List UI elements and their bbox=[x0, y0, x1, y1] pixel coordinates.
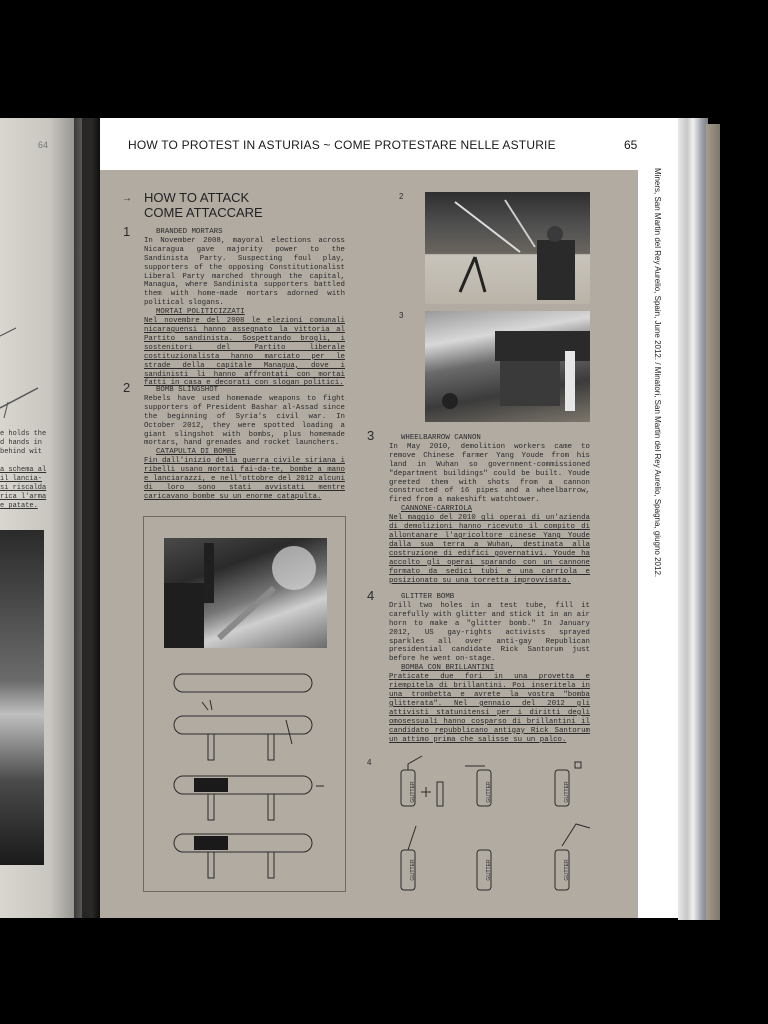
item-title-it: MORTAI POLITICIZZATI bbox=[156, 308, 245, 317]
left-fragment: si riscalda bbox=[0, 484, 47, 492]
left-page bbox=[0, 118, 82, 918]
section-title-it: COME ATTACCARE bbox=[144, 205, 263, 220]
glitter-label: GLITTER bbox=[564, 859, 570, 881]
item-text-it: Fin dall'inizio della guerra civile siriana i ribelli usano mortai fai-da-te, bombe a mano e lanciarazzi, e nell'ottobre del 2012 alcuni di loro sono stati avvistati mentre caricavano bombe su un enorme catapulta. bbox=[144, 457, 345, 501]
figure-label: 2 bbox=[399, 192, 404, 201]
item-number: 4 bbox=[367, 588, 375, 603]
item-title-en: BOMB SLINGSHOT bbox=[156, 386, 219, 394]
item-block bbox=[389, 593, 590, 744]
side-caption-text: Miners, San Martin del Rey Aurelio, Spain, June 2012. / Minatori, San Martin del Rey Aurelio, Spagna, giugno 2012. bbox=[653, 168, 662, 578]
item-number: 3 bbox=[367, 428, 375, 443]
left-fragment: e holds the bbox=[0, 430, 47, 438]
item-text-it: Praticate due fori in una provetta e riempitela di brillantini. Poi inseritela in una trombetta e avrete la vostra "bomba glitterata". Nel gennaio del 2012 gli attivisti statunitensi per i diritti degli omosessuali hanno cosparso di brillantini il candidato repubblicano antigay Rick Santorum un attimo prima che salisse su un palco. bbox=[389, 673, 590, 744]
glitter-label: GLITTER bbox=[410, 859, 416, 881]
item-title-it: BOMBA CON BRILLANTINI bbox=[401, 664, 495, 673]
left-fragment: il lancia- bbox=[0, 475, 43, 483]
figure-label: 4 bbox=[367, 758, 372, 767]
left-fragment: a schema al bbox=[0, 466, 47, 474]
section-title-en: HOW TO ATTACK bbox=[144, 190, 250, 205]
page-stack-edge bbox=[678, 118, 708, 920]
item-text-it: Nel maggio del 2010 gli operai di un'azienda di demolizioni hanno ricevuto il compito di allontanare l'agricoltore cinese Yang Youde dalla sua terra a Wuhan, destinata alla costruzione di edifici governativi. Youde ha accolto gli operai sparando con un cannone formato da sedici tubi e una carriola e posizionato su una torretta improvvisata. bbox=[389, 514, 590, 585]
item-title-en: WHEELBARROW CANNON bbox=[401, 434, 481, 442]
figure-label: 3 bbox=[399, 311, 404, 320]
item-block bbox=[389, 434, 590, 585]
glitter-label: GLITTER bbox=[564, 781, 570, 803]
item-title-en: BRANDED MORTARS bbox=[156, 228, 223, 236]
item-number: 1 bbox=[123, 224, 131, 239]
arrow-icon: → bbox=[122, 193, 132, 204]
item-title-en: GLITTER BOMB bbox=[401, 593, 455, 601]
item-title-it: CATAPULTA DI BOMBE bbox=[156, 448, 236, 457]
mortar-photo-drawing bbox=[164, 538, 327, 648]
glitter-bomb-diagram bbox=[385, 752, 595, 897]
slingshot-photo-drawing bbox=[425, 192, 590, 304]
left-fragment: e patate. bbox=[0, 502, 38, 510]
running-title: HOW TO PROTEST IN ASTURIAS ~ COME PROTESTARE NELLE ASTURIE bbox=[128, 138, 556, 152]
item-text-en: In November 2008, mayoral elections across Nicaragua gave majority power to the Sandinista Party. Suspecting foul play, supporters of the opposing Constitutionalist Liberal Party marched through the capital, Managua, where Sandinista supporters battled them with home-made mortars adorned with political slogans. bbox=[144, 236, 345, 308]
cannon-photo-drawing bbox=[425, 311, 590, 422]
item-number: 2 bbox=[123, 380, 131, 395]
item-block bbox=[144, 228, 345, 388]
left-page-number: 64 bbox=[38, 140, 49, 150]
item-title-it: CANNONE-CARRIOLA bbox=[401, 505, 472, 514]
item-text-it: Nel novembre del 2008 le elezioni comunali nicaraguensi hanno assegnato la vittoria al Partito sandinista. Sospettando brogli, i sostenitori del Partito liberale costituzionalista hanno marciato per le strade della capitale Managua, dove i sandinisti li hanno affrontati con mortai fatti in casa e decorati con slogan politici. bbox=[144, 317, 345, 388]
left-fragment: rica l'arma bbox=[0, 493, 47, 501]
mortar-assembly-diagram bbox=[168, 668, 328, 883]
glitter-label: GLITTER bbox=[410, 781, 416, 803]
left-page-photo bbox=[0, 530, 44, 865]
left-fragment: behind wit bbox=[0, 448, 43, 456]
item-text-en: Drill two holes in a test tube, fill it carefully with glitter and stick it in an air horn to make a "glitter bomb." In January 2012, US gay-rights activists sprayed sparkles all over anti-gay Republican presidential candidate Rick Santorum just before he went on-stage. bbox=[389, 601, 590, 664]
glitter-label: GLITTER bbox=[486, 859, 492, 881]
glitter-label: GLITTER bbox=[486, 781, 492, 803]
item-block bbox=[144, 386, 345, 502]
mortar-photo bbox=[164, 538, 327, 648]
left-page-sketch bbox=[0, 318, 50, 428]
book-cover-edge bbox=[706, 124, 720, 920]
side-caption bbox=[654, 168, 664, 708]
left-fragment: d hands in bbox=[0, 439, 43, 447]
slingshot-photo bbox=[425, 192, 590, 304]
wheelbarrow-cannon-photo bbox=[425, 311, 590, 422]
item-text-en: Rebels have used homemade weapons to fight supporters of President Bashar al-Assad since the beginning of Syria's civil war. In October 2012, they were spotted loading a giant slingshot with bombs, plus homemade mortars, hand grenades and rocket launchers. bbox=[144, 394, 345, 448]
item-text-en: In May 2010, demolition workers came to remove Chinese farmer Yang Youde from his land in Wuhan so government-commissioned "department buildings" could be built. Youde greeted them with shots from a cannon constructed of 16 pipes and a wheelbarrow, fired from a makeshift watchtower. bbox=[389, 442, 590, 505]
page-number: 65 bbox=[624, 138, 638, 152]
